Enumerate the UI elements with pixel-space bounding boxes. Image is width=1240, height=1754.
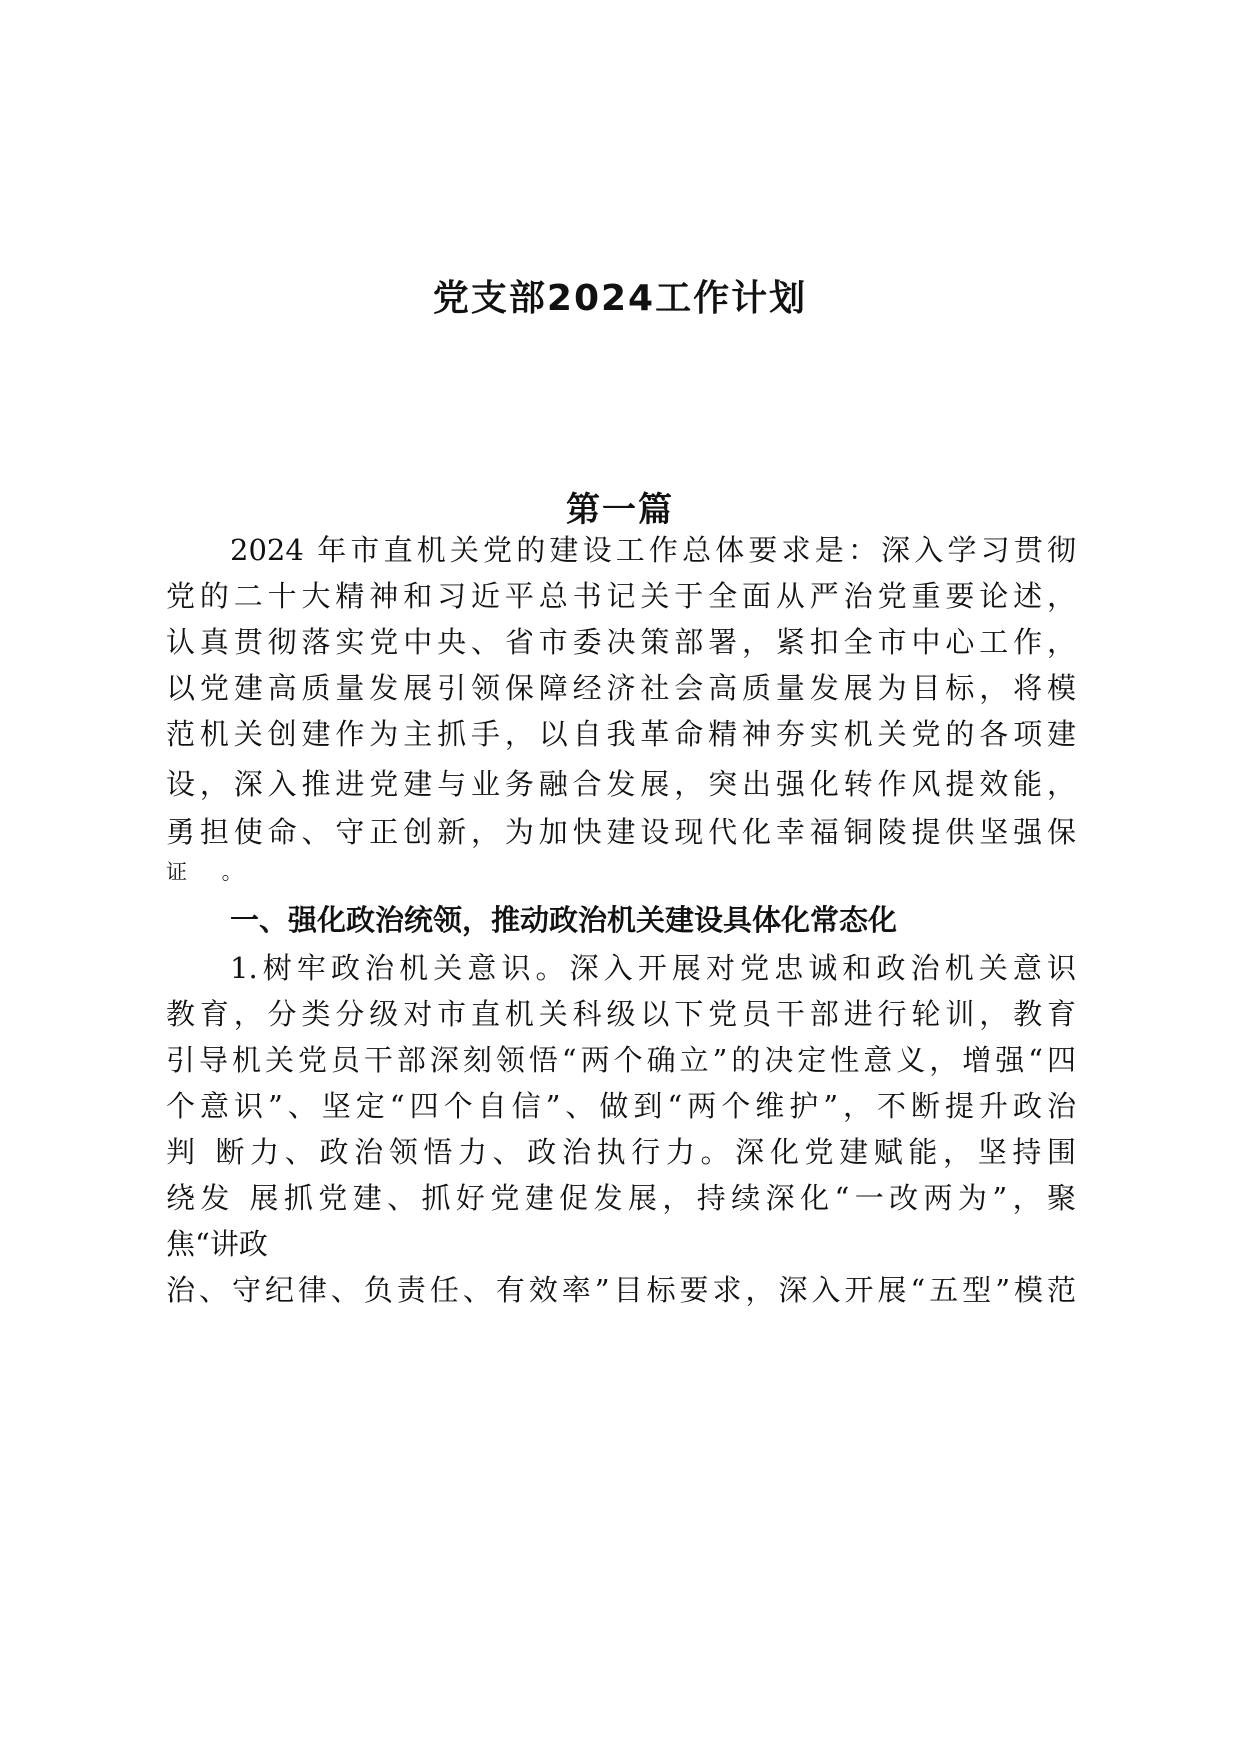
section-line-3: 引导机关党员干部深刻领悟“两个确立”的决定性意义，增强“四 xyxy=(166,1043,1076,1077)
intro-line-4: 以党建高质量发展引领保障经济社会高质量发展为目标，将模 xyxy=(166,671,1076,705)
section-line-7: 焦“讲政 xyxy=(166,1227,268,1261)
document-title: 党支部2024工作计划 xyxy=(432,278,808,319)
section-line-5: 判 断力、政治领悟力、政治执行力。深化党建赋能，坚持围 xyxy=(166,1135,1076,1169)
section-line-8: 治、守纪律、负责任、有效率”目标要求，深入开展“五型”模范 xyxy=(166,1273,1076,1307)
intro-line-1: 2024 年市直机关党的建设工作总体要求是：深入学习贯彻 xyxy=(230,533,1076,567)
section-line-2: 教育，分类分级对市直机关科级以下党员干部进行轮训，教育 xyxy=(166,997,1076,1031)
section-line-6: 绕发 展抓党建、抓好党建促发展，持续深化“一改两为”，聚 xyxy=(166,1181,1076,1215)
intro-line-8: 证 。 xyxy=(166,860,257,884)
intro-line-7: 勇担使命、守正创新，为加快建设现代化幸福铜陵提供坚强保 xyxy=(166,815,1076,849)
intro-line-5: 范机关创建作为主抓手，以自我革命精神夯实机关党的各项建 xyxy=(166,717,1076,751)
section-line-1: 1.树牢政治机关意识。深入开展对党忠诚和政治机关意识 xyxy=(230,951,1076,985)
intro-line-6: 设，深入推进党建与业务融合发展，突出强化转作风提效能， xyxy=(166,767,1076,801)
chapter-title: 第一篇 xyxy=(566,490,674,530)
section-heading: 一、强化政治统领，推动政治机关建设具体化常态化 xyxy=(230,903,898,937)
section-line-4: 个意识”、坚定“四个自信”、做到“两个维护”，不断提升政治 xyxy=(166,1089,1076,1123)
intro-line-3: 认真贯彻落实党中央、省市委决策部署，紧扣全市中心工作， xyxy=(166,625,1076,659)
intro-line-2: 党的二十大精神和习近平总书记关于全面从严治党重要论述， xyxy=(166,579,1076,613)
